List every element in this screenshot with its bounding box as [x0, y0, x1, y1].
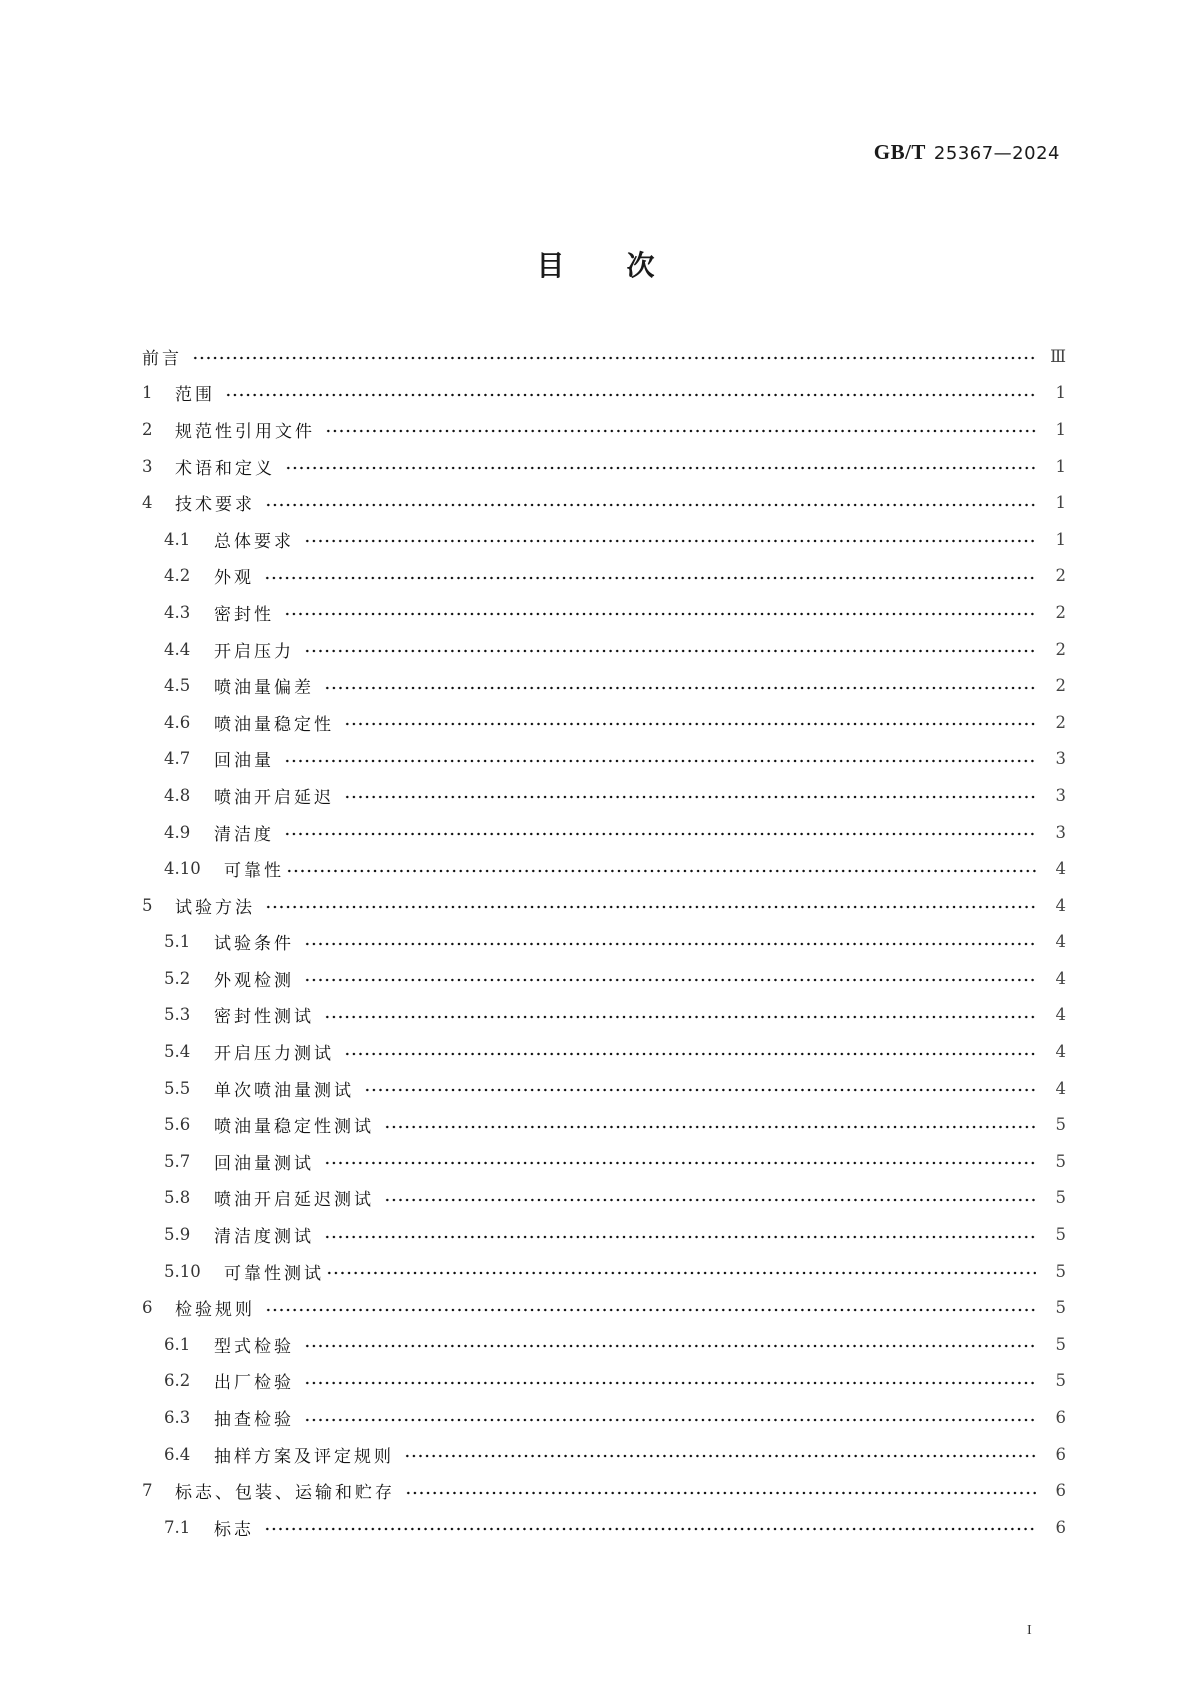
dot-leader	[324, 1014, 1036, 1020]
toc-entry-label: 总体要求	[214, 531, 294, 552]
toc-entry-number: 5.9	[164, 1225, 191, 1245]
toc-entry[interactable]	[142, 448, 1066, 485]
toc-entry[interactable]	[142, 960, 1066, 997]
toc-entry[interactable]	[142, 1216, 1066, 1253]
toc-entry-label: 回油量测试	[214, 1153, 314, 1174]
standard-prefix: GB/T	[873, 140, 926, 164]
toc-entry[interactable]	[142, 1472, 1066, 1509]
dot-leader	[304, 941, 1036, 947]
dot-leader	[324, 1160, 1036, 1166]
dot-leader	[264, 1526, 1036, 1532]
toc-entry-page: 4	[1055, 932, 1066, 952]
dot-leader	[265, 502, 1036, 508]
dot-leader	[324, 685, 1036, 691]
toc-entry-page: 1	[1055, 529, 1066, 549]
toc-entry-page: 5	[1055, 1298, 1066, 1318]
dot-leader	[284, 611, 1036, 617]
toc-entry-number: 3	[142, 456, 153, 476]
dot-leader	[384, 1124, 1036, 1130]
toc-entry-label: 出厂检验	[214, 1373, 294, 1394]
toc-entry[interactable]	[142, 1033, 1066, 1070]
dot-leader	[326, 1270, 1036, 1276]
toc-entry[interactable]	[142, 1253, 1066, 1290]
toc-entry-number: 4.7	[164, 749, 191, 769]
dot-leader	[265, 1307, 1036, 1313]
toc-entry-page: 3	[1055, 749, 1066, 769]
dot-leader	[344, 721, 1036, 727]
toc-entry-page: 6	[1055, 1408, 1066, 1428]
toc-entry-label: 喷油量偏差	[214, 678, 314, 699]
toc-entry-number: 4.9	[164, 822, 191, 842]
toc-entry[interactable]	[142, 375, 1066, 412]
toc-entry[interactable]	[142, 1326, 1066, 1363]
toc-entry[interactable]	[142, 814, 1066, 851]
toc-entry[interactable]	[142, 887, 1066, 924]
toc-entry-page: 2	[1055, 566, 1066, 586]
toc-entry-page: 6	[1055, 1517, 1066, 1537]
toc-entry[interactable]	[142, 1399, 1066, 1436]
dot-leader	[304, 538, 1036, 544]
toc-entry-page: 4	[1055, 1005, 1066, 1025]
toc-entry[interactable]	[142, 1143, 1066, 1180]
toc-entry-number: 6	[142, 1298, 153, 1318]
toc-entry-number: 5.3	[164, 1005, 191, 1025]
toc-entry[interactable]	[142, 924, 1066, 961]
toc-entry-page: 4	[1055, 895, 1066, 915]
toc-entry-label: 技术要求	[175, 495, 255, 516]
dot-leader	[225, 392, 1036, 398]
toc-entry-number: 4.2	[164, 566, 191, 586]
toc-entry-page: 4	[1055, 1042, 1066, 1062]
dot-leader	[405, 1490, 1036, 1496]
toc-entry-label: 规范性引用文件	[175, 421, 315, 442]
dot-leader	[192, 355, 1036, 361]
standard-code	[874, 140, 1060, 165]
toc-entry[interactable]	[142, 1070, 1066, 1107]
toc-entry-number: 4.10	[164, 859, 201, 879]
dot-leader	[264, 575, 1036, 581]
toc-entry-page: 2	[1055, 712, 1066, 732]
table-of-contents	[142, 338, 1066, 1546]
toc-entry[interactable]	[142, 1436, 1066, 1473]
toc-entry-label: 标志	[214, 1519, 254, 1540]
toc-entry-label: 术语和定义	[175, 458, 275, 479]
dot-leader	[284, 831, 1036, 837]
toc-entry-page: 1	[1055, 383, 1066, 403]
toc-entry-page: 5	[1055, 1371, 1066, 1391]
toc-entry-label: 抽样方案及评定规则	[214, 1446, 394, 1467]
toc-entry-page: 1	[1055, 419, 1066, 439]
toc-entry-number: 5.5	[164, 1078, 191, 1098]
toc-entry-number: 4.8	[164, 785, 191, 805]
toc-entry-page: 5	[1055, 1334, 1066, 1354]
toc-entry-page: 5	[1055, 1151, 1066, 1171]
toc-entry-number: 4.6	[164, 712, 191, 732]
toc-entry-page: 5	[1055, 1225, 1066, 1245]
dot-leader	[325, 428, 1036, 434]
toc-entry-label: 开启压力	[214, 641, 294, 662]
dot-leader	[304, 977, 1036, 983]
toc-entry-number: 5.4	[164, 1042, 191, 1062]
toc-entry-page: 2	[1055, 639, 1066, 659]
toc-entry-number: 1	[142, 383, 153, 403]
toc-entry-number: 5.1	[164, 932, 191, 952]
toc-entry-label: 开启压力测试	[214, 1044, 334, 1065]
toc-entry-label: 检验规则	[175, 1300, 255, 1321]
toc-entry-page: 6	[1055, 1481, 1066, 1501]
toc-entry[interactable]	[142, 667, 1066, 704]
toc-entry-number: 5	[142, 895, 153, 915]
toc-entry-number: 5.8	[164, 1188, 191, 1208]
toc-entry-page: 5	[1055, 1188, 1066, 1208]
toc-entry-number: 7.1	[164, 1517, 191, 1537]
dot-leader	[384, 1197, 1036, 1203]
toc-entry-label: 外观	[214, 568, 254, 589]
toc-entry-page: 5	[1055, 1261, 1066, 1281]
toc-entry-label: 密封性	[214, 604, 274, 625]
toc-entry-label: 试验方法	[175, 897, 255, 918]
dot-leader	[344, 1051, 1036, 1057]
title-char-1: 目	[536, 249, 565, 282]
page-title	[0, 244, 1191, 284]
toc-entry-page: 2	[1055, 602, 1066, 622]
toc-entry-number: 5.10	[164, 1261, 201, 1281]
toc-entry-page: 4	[1055, 859, 1066, 879]
toc-entry-page: 3	[1055, 822, 1066, 842]
dot-leader	[285, 465, 1036, 471]
toc-entry-label: 可靠性测试	[224, 1263, 324, 1284]
toc-entry-page: 4	[1055, 968, 1066, 988]
toc-entry-number: 6.4	[164, 1444, 191, 1464]
toc-entry-label: 清洁度	[214, 824, 274, 845]
toc-entry-number: 2	[142, 419, 153, 439]
toc-entry-page: 2	[1055, 676, 1066, 696]
toc-entry-number: 4.3	[164, 602, 191, 622]
dot-leader	[304, 1343, 1036, 1349]
dot-leader	[364, 1087, 1036, 1093]
toc-entry[interactable]	[142, 704, 1066, 741]
toc-entry-label: 喷油开启延迟	[214, 787, 334, 808]
toc-entry[interactable]	[142, 631, 1066, 668]
dot-leader	[304, 648, 1036, 654]
toc-entry-page: 5	[1055, 1115, 1066, 1135]
dot-leader	[304, 1380, 1036, 1386]
toc-entry[interactable]	[142, 338, 1066, 375]
toc-entry-number: 7	[142, 1481, 153, 1501]
toc-entry-number: 6.2	[164, 1371, 191, 1391]
toc-entry[interactable]	[142, 1363, 1066, 1400]
toc-entry-label: 标志、包装、运输和贮存	[175, 1483, 395, 1504]
toc-entry[interactable]	[142, 1289, 1066, 1326]
toc-entry-number: 6.3	[164, 1408, 191, 1428]
toc-entry-number: 5.7	[164, 1151, 191, 1171]
toc-entry[interactable]	[142, 411, 1066, 448]
toc-entry-label: 单次喷油量测试	[214, 1080, 354, 1101]
toc-entry-label: 喷油开启延迟测试	[214, 1190, 374, 1211]
toc-entry[interactable]	[142, 850, 1066, 887]
toc-entry[interactable]	[142, 1106, 1066, 1143]
toc-entry-number: 5.6	[164, 1115, 191, 1135]
toc-entry-label: 喷油量稳定性测试	[214, 1117, 374, 1138]
toc-entry-page: 6	[1055, 1444, 1066, 1464]
toc-entry-number: 4.5	[164, 676, 191, 696]
toc-entry[interactable]	[142, 777, 1066, 814]
toc-entry-label: 范围	[175, 385, 215, 406]
toc-entry-number: 4.4	[164, 639, 191, 659]
toc-entry-label: 抽查检验	[214, 1410, 294, 1431]
toc-entry-label: 前言	[142, 348, 182, 369]
toc-entry[interactable]	[142, 997, 1066, 1034]
toc-entry-label: 密封性测试	[214, 1007, 314, 1028]
toc-entry-label: 外观检测	[214, 970, 294, 991]
toc-entry-page: 4	[1055, 1078, 1066, 1098]
title-char-2: 次	[626, 249, 655, 282]
toc-entry[interactable]	[142, 521, 1066, 558]
toc-entry[interactable]	[142, 1509, 1066, 1546]
dot-leader	[304, 1417, 1036, 1423]
toc-entry-label: 回油量	[214, 751, 274, 772]
toc-entry-page: 1	[1055, 493, 1066, 513]
toc-entry-number: 5.2	[164, 968, 191, 988]
dot-leader	[265, 904, 1036, 910]
toc-entry[interactable]	[142, 1180, 1066, 1217]
toc-entry-label: 喷油量稳定性	[214, 714, 334, 735]
toc-entry[interactable]	[142, 594, 1066, 631]
page-number: I	[1027, 1623, 1032, 1638]
toc-entry-label: 清洁度测试	[214, 1227, 314, 1248]
toc-entry-label: 试验条件	[214, 934, 294, 955]
toc-entry[interactable]	[142, 484, 1066, 521]
dot-leader	[404, 1453, 1036, 1459]
toc-entry-page: 3	[1055, 785, 1066, 805]
toc-entry-label: 型式检验	[214, 1336, 294, 1357]
dot-leader	[324, 1234, 1036, 1240]
toc-entry[interactable]	[142, 558, 1066, 595]
toc-entry[interactable]	[142, 741, 1066, 778]
toc-entry-number: 4.1	[164, 529, 191, 549]
toc-entry-page: 1	[1055, 456, 1066, 476]
toc-entry-number: 6.1	[164, 1334, 191, 1354]
toc-entry-number: 4	[142, 493, 153, 513]
dot-leader	[344, 794, 1036, 800]
toc-entry-label: 可靠性	[224, 861, 284, 882]
dot-leader	[284, 758, 1036, 764]
standard-number: 25367—2024	[933, 143, 1060, 164]
dot-leader	[286, 868, 1036, 874]
toc-entry-page: Ⅲ	[1050, 346, 1066, 366]
